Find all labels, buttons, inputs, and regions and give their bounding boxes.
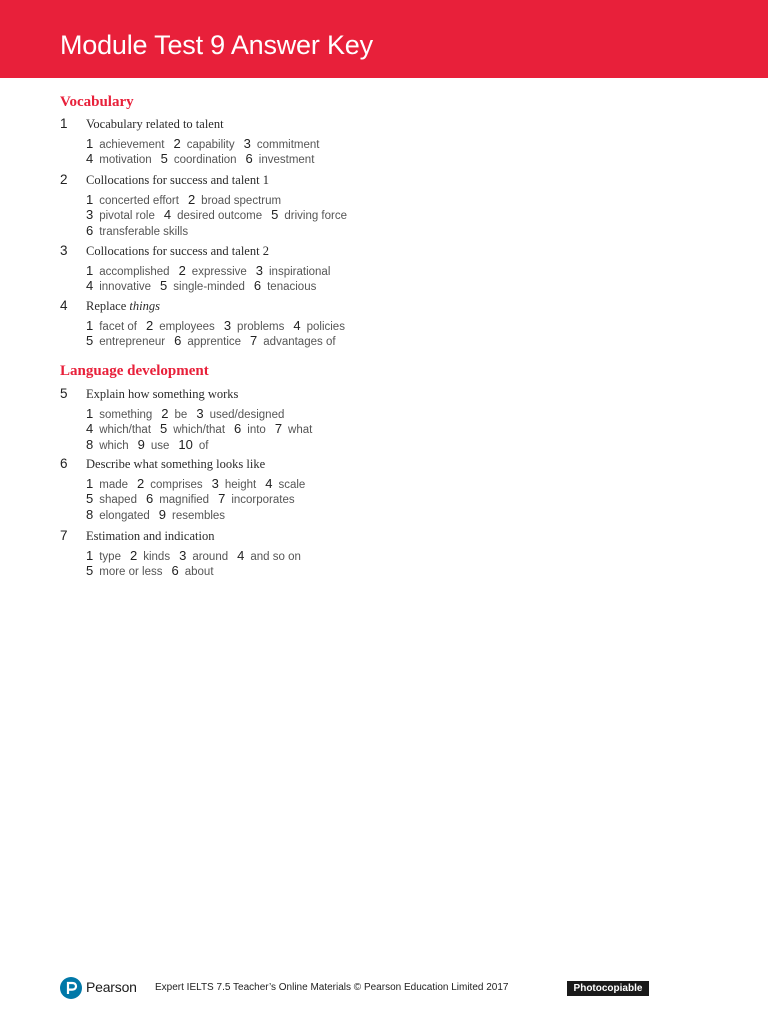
answer-number: 1 [86, 136, 94, 151]
answer-number: 10 [178, 436, 193, 452]
answer-number: 2 [173, 136, 181, 151]
answer-item [160, 278, 245, 294]
question-title-text: Vocabulary related to talent [86, 117, 224, 131]
answer-item [86, 548, 121, 563]
answer-number: 7 [218, 491, 226, 507]
section-heading: Vocabulary [60, 94, 134, 110]
answer-item [158, 506, 226, 522]
answer-item [86, 491, 137, 507]
answer-text: used/designed [209, 409, 285, 421]
answer-number: 3 [223, 318, 232, 333]
answer-number: 5 [160, 421, 168, 437]
answer-line [86, 151, 323, 166]
answer-number: 2 [187, 192, 196, 207]
answer-number: 6 [171, 563, 179, 579]
answer-text: height [224, 479, 257, 491]
answer-text: use [150, 439, 170, 452]
answer-text: more or less [99, 566, 163, 579]
answer-text: employees [159, 321, 215, 333]
answer-item [171, 563, 214, 579]
answer-text: expressive [191, 266, 247, 278]
answer-text: shaped [99, 494, 137, 507]
pearson-logo-icon [60, 977, 82, 999]
answer-text: around [192, 551, 229, 563]
answer-text: which [99, 439, 129, 452]
answer-text: comprises [150, 479, 203, 491]
answer-number: 7 [250, 333, 258, 349]
answer-number: 1 [86, 406, 94, 421]
answer-item [245, 151, 315, 167]
answer-text: scale [278, 479, 306, 491]
question-title [86, 387, 238, 402]
answer-item [274, 421, 313, 437]
question-title-text: Collocations for success and talent 1 [86, 173, 269, 187]
answer-item [160, 421, 226, 437]
question-title [86, 244, 269, 259]
answer-item [293, 318, 345, 333]
answer-number: 6 [253, 278, 262, 294]
answer-item [179, 548, 229, 563]
question-number: 3 [60, 243, 68, 258]
question-number: 4 [60, 298, 68, 313]
answer-item [265, 476, 306, 491]
answer-text: what [288, 424, 313, 437]
answer-item [160, 151, 237, 167]
answer-text: facet of [99, 321, 137, 333]
answer-number: 4 [237, 548, 245, 563]
answer-text: single-minded [173, 281, 245, 294]
answer-text: elongated [99, 509, 150, 522]
answer-text: about [184, 566, 214, 579]
answer-text: policies [306, 321, 345, 333]
answer-number: 6 [234, 421, 242, 437]
answer-number: 2 [129, 548, 138, 563]
answer-item [234, 421, 266, 437]
answer-item [86, 406, 153, 421]
answer-item [86, 476, 129, 491]
question-title-italic: things [129, 299, 160, 313]
answer-text: transferable skills [99, 225, 189, 238]
answer-text: inspirational [269, 266, 331, 278]
answer-line [86, 192, 290, 207]
answer-number: 2 [145, 318, 154, 333]
answer-item [250, 333, 336, 349]
answer-text: broad spectrum [201, 195, 282, 207]
answer-text: which/that [173, 424, 226, 437]
answer-item [163, 207, 263, 223]
answer-number: 5 [271, 207, 279, 223]
question-title-text: Estimation and indication [86, 529, 215, 543]
answer-item [86, 222, 189, 238]
answer-item [86, 278, 152, 294]
answer-line [86, 491, 304, 506]
answer-number: 4 [293, 318, 301, 333]
answer-text: concerted effort [99, 195, 179, 207]
answer-number: 2 [178, 263, 186, 278]
answer-text: innovative [99, 281, 152, 294]
answer-item [237, 548, 301, 563]
photocopiable-badge: Photocopiable [567, 981, 649, 996]
answer-number: 6 [245, 151, 253, 167]
answer-item [187, 192, 282, 207]
answer-item [173, 136, 235, 151]
question-title [86, 457, 265, 472]
answer-text: made [99, 479, 129, 491]
answer-number: 9 [158, 506, 166, 522]
answer-text: incorporates [231, 494, 295, 507]
question-title-text: Explain how something works [86, 387, 239, 401]
answer-item [86, 136, 165, 151]
answer-item [271, 207, 347, 223]
answer-item [223, 318, 285, 333]
answer-number: 9 [137, 436, 145, 452]
answer-item [86, 506, 150, 522]
answer-item [86, 436, 129, 452]
answer-line [86, 223, 197, 238]
answer-text: driving force [284, 210, 347, 223]
answer-item [86, 563, 163, 579]
answer-item [253, 278, 317, 294]
answer-item [178, 263, 247, 278]
answer-number: 8 [86, 506, 94, 522]
answer-number: 3 [179, 548, 187, 563]
answer-text: entrepreneur [99, 336, 166, 349]
answer-item [86, 421, 152, 437]
question-number: 2 [60, 172, 68, 187]
question-number: 7 [60, 528, 68, 543]
answer-number: 1 [86, 476, 94, 491]
answer-item [86, 151, 152, 167]
question-title-text: Collocations for success and talent 2 [86, 244, 269, 258]
answer-text: of [198, 439, 209, 452]
answer-text: magnified [159, 494, 210, 507]
answer-number: 1 [86, 318, 94, 333]
answer-text: investment [258, 154, 315, 167]
answer-text: resembles [172, 509, 226, 522]
pearson-wordmark: Pearson [86, 979, 137, 995]
answer-text: which/that [99, 424, 152, 437]
answer-line [86, 263, 339, 278]
answer-number: 5 [86, 333, 94, 349]
answer-number: 2 [161, 406, 169, 421]
answer-number: 1 [86, 192, 94, 207]
answer-number: 4 [265, 476, 273, 491]
answer-number: 8 [86, 436, 94, 452]
answer-line [86, 437, 217, 452]
answer-item [129, 548, 171, 563]
answer-text: motivation [99, 154, 152, 167]
question-title [86, 299, 160, 314]
answer-number: 1 [86, 548, 94, 563]
question-title-text: Replace [86, 299, 130, 313]
answer-number: 3 [86, 207, 94, 223]
answer-text: and so on [250, 551, 301, 563]
answer-number: 4 [86, 278, 94, 294]
answer-number: 5 [86, 563, 94, 579]
answer-text: problems [237, 321, 285, 333]
answer-text: type [99, 551, 121, 563]
answer-number: 3 [211, 476, 219, 491]
answer-text: be [174, 409, 188, 421]
answer-line [86, 548, 310, 563]
answer-item [86, 192, 179, 207]
answer-text: coordination [173, 154, 237, 167]
page-title: Module Test 9 Answer Key [60, 30, 373, 60]
answer-item [178, 436, 209, 452]
answer-number: 2 [137, 476, 145, 491]
answer-line [86, 507, 234, 522]
answer-line [86, 136, 329, 151]
answer-line [86, 421, 321, 436]
answer-text: advantages of [263, 336, 336, 349]
section-heading: Language development [60, 363, 209, 379]
answer-text: apprentice [187, 336, 242, 349]
answer-number: 3 [196, 406, 204, 421]
question-number: 5 [60, 386, 68, 401]
answer-number: 5 [160, 151, 168, 167]
answer-line [86, 207, 356, 222]
answer-item [174, 333, 242, 349]
answer-line [86, 563, 223, 578]
answer-number: 5 [86, 491, 94, 507]
answer-item [196, 406, 285, 421]
question-title-text: Describe what something looks like [86, 457, 266, 471]
answer-number: 6 [145, 491, 154, 507]
answer-item [243, 136, 320, 151]
answer-text: into [247, 424, 266, 437]
answer-item [161, 406, 188, 421]
question-number: 1 [60, 116, 68, 131]
answer-number: 4 [86, 421, 94, 437]
question-number: 6 [60, 456, 68, 471]
question-title [86, 529, 214, 544]
answer-item [86, 263, 170, 278]
answer-number: 4 [86, 151, 94, 167]
answer-number: 5 [160, 278, 168, 294]
answer-line [86, 318, 354, 333]
copyright-text: Expert IELTS 7.5 Teacher’s Online Materials © Pearson Education Limited 2017 [155, 982, 509, 993]
answer-line [86, 278, 325, 293]
answer-item [255, 263, 331, 278]
answer-item [137, 476, 203, 491]
question-title [86, 173, 269, 188]
answer-item [211, 476, 257, 491]
answer-item [137, 436, 170, 452]
answer-number: 7 [274, 421, 283, 437]
answer-number: 1 [86, 263, 94, 278]
answer-number: 3 [255, 263, 263, 278]
answer-item [145, 318, 215, 333]
answer-item [86, 207, 155, 223]
answer-text: pivotal role [99, 210, 155, 223]
answer-text: something [99, 409, 153, 421]
answer-item [218, 491, 295, 507]
answer-item [145, 491, 210, 507]
answer-item [86, 333, 166, 349]
answer-item [86, 318, 137, 333]
answer-number: 4 [163, 207, 172, 223]
answer-text: kinds [143, 551, 171, 563]
answer-text: commitment [256, 139, 320, 151]
answer-text: tenacious [267, 281, 317, 294]
question-title [86, 117, 224, 132]
answer-number: 6 [174, 333, 182, 349]
answer-line [86, 476, 314, 491]
answer-text: achievement [99, 139, 165, 151]
answer-number: 6 [86, 222, 94, 238]
answer-text: capability [186, 139, 235, 151]
answer-number: 3 [243, 136, 251, 151]
answer-line [86, 333, 345, 348]
answer-text: accomplished [99, 266, 170, 278]
answer-line [86, 406, 293, 421]
answer-text: desired outcome [177, 210, 263, 223]
